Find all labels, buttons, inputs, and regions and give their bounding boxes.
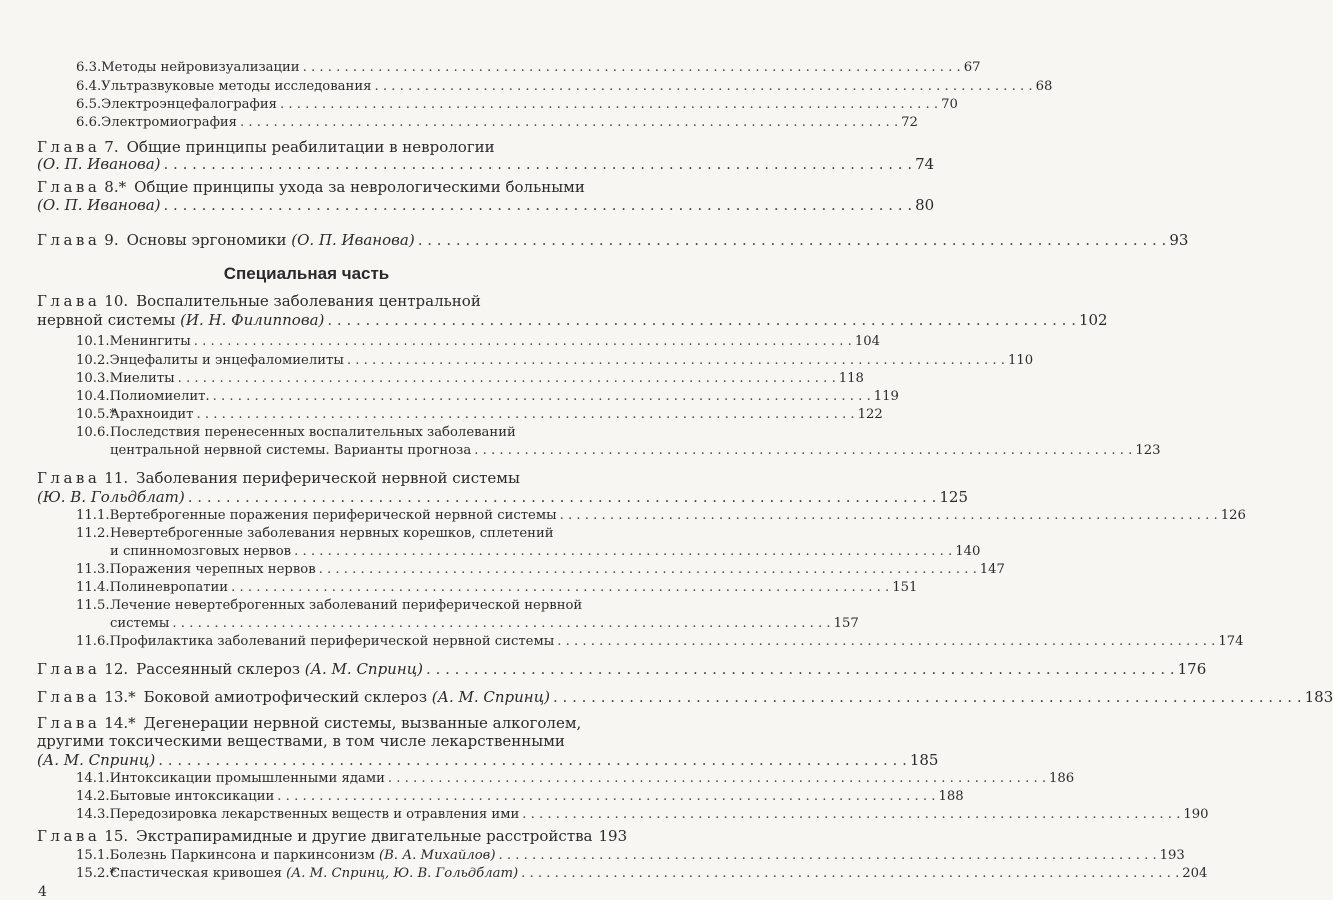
toc-section-line <box>76 788 964 806</box>
page-number: 4 <box>38 884 47 900</box>
entry-title: Профилактика заболеваний периферической нервной системы <box>109 634 555 649</box>
entry-page: 183 <box>1304 688 1333 706</box>
leader-dots <box>164 155 913 173</box>
entry-title: Боковой амиотрофический склероз <box>143 688 432 706</box>
entry-page: 174 <box>1218 634 1244 649</box>
chapter-label: Глава <box>37 138 101 156</box>
toc-section-line <box>76 333 881 351</box>
toc-section-line <box>76 525 593 543</box>
entry-page: 68 <box>1035 79 1053 94</box>
chapter-number: 14.* <box>104 714 136 732</box>
entry-title: нервной системы <box>37 311 181 329</box>
leader-dots <box>553 688 1302 706</box>
entry-title: центральной нервной системы. Варианты прогноза <box>110 443 472 458</box>
entry-title: Энцефалиты и энцефаломиелиты <box>109 353 344 368</box>
entry-page: 151 <box>892 580 918 595</box>
leader-dots <box>213 388 871 406</box>
toc-section-line <box>76 615 859 633</box>
leader-dots <box>194 333 852 351</box>
leader-dots <box>557 633 1215 651</box>
toc-chapter-line <box>37 311 1108 329</box>
section-number: 11.6. <box>76 634 110 649</box>
toc-section-line <box>76 597 593 615</box>
section-number: 10.1. <box>76 334 110 349</box>
toc-chapter-line <box>37 292 593 310</box>
leader-dots <box>347 352 1005 370</box>
entry-page: 110 <box>1007 353 1034 368</box>
section-number: 11.2. <box>76 526 110 541</box>
entry-title: Болезнь Паркинсона и паркинсонизм <box>109 848 379 863</box>
entry-page: 104 <box>854 334 881 349</box>
entry-title: Спастическая кривошея <box>110 866 287 881</box>
entry-author: (О. П. Иванова) <box>37 196 161 214</box>
toc-chapter-line <box>37 751 939 769</box>
chapter-label: Глава <box>37 469 101 487</box>
chapter-number: 13.* <box>104 688 136 706</box>
toc-section-line <box>76 370 864 388</box>
toc-section-line <box>76 78 1053 96</box>
entry-page: 126 <box>1220 508 1246 523</box>
entry-page: 176 <box>1177 660 1207 678</box>
leader-dots <box>388 770 1046 788</box>
toc-chapter-line <box>37 660 1207 678</box>
toc-section-line <box>76 543 981 561</box>
leader-dots <box>280 96 938 114</box>
entry-page: 193 <box>1159 848 1185 863</box>
entry-title: системы <box>110 616 170 631</box>
section-number: 11.1. <box>76 508 110 523</box>
entry-author: (И. Н. Филиппова) <box>180 311 325 329</box>
entry-title: Невертеброгенные заболевания нервных корешков, сплетений <box>110 526 554 541</box>
toc-section-line <box>76 114 918 132</box>
leader-dots <box>231 579 889 597</box>
section-number: 10.2. <box>76 353 110 368</box>
section-number: 10.3. <box>76 371 110 386</box>
entry-title: Арахноидит <box>110 407 194 422</box>
section-number: 10.6. <box>76 425 110 440</box>
entry-page: 188 <box>938 789 964 804</box>
chapter-label: Глава <box>37 178 101 196</box>
leader-dots <box>188 488 937 506</box>
chapter-label: Глава <box>37 660 101 678</box>
entry-title: Методы нейровизуализации <box>101 60 300 75</box>
section-number: 6.6. <box>76 115 102 130</box>
entry-author: (Ю. В. Гольдблат) <box>37 488 185 506</box>
section-number: 14.2. <box>76 789 110 804</box>
leader-dots <box>374 78 1032 96</box>
toc-chapter-line <box>37 714 593 732</box>
section-number: 10.4. <box>76 389 110 404</box>
entry-page: 119 <box>873 389 899 404</box>
entry-author: (А. М. Спринц) <box>431 688 551 706</box>
entry-page: 193 <box>598 827 628 845</box>
toc-section-line <box>76 442 1161 460</box>
entry-page: 67 <box>963 60 981 75</box>
entry-page: 147 <box>979 562 1005 577</box>
leader-dots <box>158 751 907 769</box>
entry-title: Полиомиелит. <box>109 389 210 404</box>
section-heading: Специальная часть <box>223 264 390 283</box>
toc-section-line <box>76 806 1209 824</box>
entry-author: (О. П. Иванова) <box>37 155 161 173</box>
entry-title: Электроэнцефалография <box>101 97 277 112</box>
toc-section-line <box>76 770 1075 788</box>
section-number: 11.4. <box>76 580 110 595</box>
toc-chapter-line <box>37 196 935 214</box>
leader-dots <box>240 114 898 132</box>
chapter-number: 12. <box>104 660 129 678</box>
entry-title: Лечение невертеброгенных заболеваний периферической нервной <box>110 598 583 613</box>
entry-title: Общие принципы реабилитации в неврологии <box>126 138 495 156</box>
entry-author: (О. П. Иванова) <box>291 231 415 249</box>
leader-dots <box>164 196 913 214</box>
leader-dots <box>418 231 1167 249</box>
leader-dots <box>499 847 1157 865</box>
leader-dots <box>474 442 1132 460</box>
entry-page: 123 <box>1135 443 1161 458</box>
section-number: 6.4. <box>76 79 102 94</box>
leader-dots <box>522 806 1180 824</box>
leader-dots <box>426 660 1175 678</box>
entry-title: Вертеброгенные поражения периферической нервной системы <box>109 508 557 523</box>
entry-page: 93 <box>1169 231 1189 249</box>
toc-section-line <box>76 561 1005 579</box>
toc-section-line <box>76 847 1185 865</box>
entry-author: (В. А. Михайлов) <box>378 848 496 863</box>
chapter-number: 7. <box>104 138 119 156</box>
entry-title: Заболевания периферической нервной системы <box>136 469 520 487</box>
chapter-label: Глава <box>37 827 101 845</box>
leader-dots <box>294 543 952 561</box>
section-number: 14.3. <box>76 807 110 822</box>
entry-title: Интоксикации промышленными ядами <box>109 771 385 786</box>
toc-section-line <box>76 579 918 597</box>
chapter-label: Глава <box>37 688 101 706</box>
chapter-number: 11. <box>104 469 129 487</box>
entry-page: 125 <box>939 488 968 506</box>
leader-dots <box>327 311 1076 329</box>
toc-chapter-line <box>37 488 968 506</box>
entry-author: (А. М. Спринц) <box>37 751 156 769</box>
leader-dots <box>560 507 1218 525</box>
entry-page: 72 <box>901 115 918 130</box>
entry-title: Бытовые интоксикации <box>109 789 275 804</box>
toc-section-line <box>76 424 593 442</box>
section-number: 14.1. <box>76 771 110 786</box>
entry-page: 118 <box>838 371 864 386</box>
leader-dots <box>172 615 830 633</box>
chapter-label: Глава <box>37 714 101 732</box>
leader-dots <box>178 370 836 388</box>
entry-page: 74 <box>915 155 935 173</box>
entry-author: (А. М. Спринц) <box>304 660 424 678</box>
entry-title: другими токсическими веществами, в том числе лекарственными <box>37 732 565 750</box>
section-number: 11.5. <box>76 598 110 613</box>
toc-chapter-line <box>37 178 593 196</box>
entry-page: 122 <box>857 407 883 422</box>
entry-title: Основы эргономики <box>126 231 292 249</box>
toc-section-line <box>76 59 981 77</box>
toc-chapter-line <box>37 732 593 750</box>
chapter-number: 9. <box>104 231 119 249</box>
entry-title: Полиневропатии <box>109 580 229 595</box>
section-number: 15.1. <box>76 848 110 863</box>
entry-title: Последствия перенесенных воспалительных заболеваний <box>110 425 516 440</box>
toc-section-line <box>76 406 883 424</box>
toc-section-line <box>76 388 899 406</box>
entry-title: Менингиты <box>109 334 191 349</box>
section-number: 11.3. <box>76 562 110 577</box>
section-number: 10.5.* <box>76 407 117 422</box>
entry-title: и спинномозговых нервов <box>110 544 292 559</box>
entry-title: Поражения черепных нервов <box>109 562 316 577</box>
entry-title: Дегенерации нервной системы, вызванные алкоголем, <box>143 714 582 732</box>
entry-title: Миелиты <box>109 371 175 386</box>
entry-title: Ультразвуковые методы исследования <box>101 79 372 94</box>
entry-page: 204 <box>1182 866 1208 881</box>
toc-section-line <box>76 507 1246 525</box>
toc-section-line <box>76 633 1244 651</box>
entry-title: Экстрапирамидные и другие двигательные расстройства <box>136 827 593 845</box>
toc-section-line <box>76 96 958 114</box>
toc-section-line <box>76 352 1034 370</box>
toc-chapter-line <box>37 155 935 173</box>
entry-page: 140 <box>955 544 981 559</box>
entry-title: Рассеянный склероз <box>136 660 305 678</box>
entry-page: 70 <box>941 97 958 112</box>
section-number: 6.5. <box>76 97 102 112</box>
toc-chapter-line <box>37 688 1333 706</box>
toc-chapter-line <box>37 827 628 845</box>
entry-title: Передозировка лекарственных веществ и отравления ими <box>109 807 520 822</box>
entry-author: (А. М. Спринц, Ю. В. Гольдблат) <box>286 866 519 881</box>
toc-section-line <box>76 865 1208 883</box>
entry-page: 80 <box>915 196 935 214</box>
entry-page: 185 <box>909 751 939 769</box>
entry-title: Электромиография <box>101 115 237 130</box>
entry-page: 190 <box>1183 807 1209 822</box>
entry-page: 186 <box>1049 771 1075 786</box>
section-number: 15.2.* <box>76 866 117 881</box>
leader-dots <box>277 788 935 806</box>
section-number: 6.3. <box>76 60 102 75</box>
leader-dots <box>521 865 1179 883</box>
entry-title: Воспалительные заболевания центральной <box>136 292 481 310</box>
leader-dots <box>319 561 977 579</box>
leader-dots <box>303 59 961 77</box>
toc-chapter-line <box>37 469 593 487</box>
chapter-number: 10. <box>104 292 129 310</box>
leader-dots <box>196 406 854 424</box>
chapter-label: Глава <box>37 231 101 249</box>
entry-page: 102 <box>1078 311 1108 329</box>
entry-page: 157 <box>833 616 859 631</box>
chapter-label: Глава <box>37 292 101 310</box>
toc-chapter-line <box>37 231 1189 249</box>
chapter-number: 15. <box>104 827 129 845</box>
entry-title: Общие принципы ухода за неврологическими больными <box>134 178 585 196</box>
toc-chapter-line <box>37 138 593 156</box>
chapter-number: 8.* <box>104 178 127 196</box>
